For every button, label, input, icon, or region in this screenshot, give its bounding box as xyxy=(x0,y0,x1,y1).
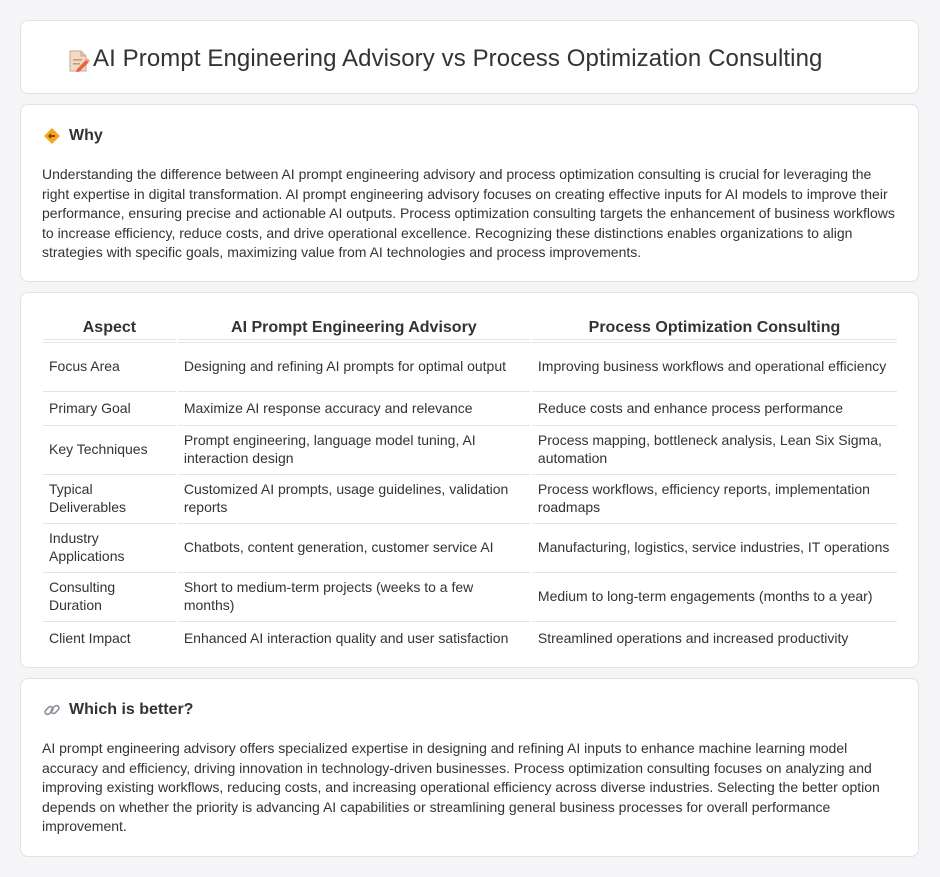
table-row xyxy=(43,572,897,619)
table-cell: Medium to long-term engagements (months to a year) xyxy=(532,572,897,619)
table-cell: Reduce costs and enhance process performance xyxy=(532,391,897,423)
table-cell: Focus Area xyxy=(43,342,176,389)
comparison-table xyxy=(41,315,899,655)
better-heading-row xyxy=(43,701,193,719)
better-paragraph: AI prompt engineering advisory offers specialized expertise in designing and refining AI inputs to enhance machine learning model accuracy and efficiency, driving innovation in technology-driven businesses. Process optimization consulting focuses on analyzing and improving existing workflows, reducing costs, and increasing operational efficiency across diverse industries. Selecting the better option depends on whether the priority is advancing AI capabilities or streamlining general business processes for overall performance improvement. xyxy=(42,740,880,835)
which-is-better-section xyxy=(20,678,919,857)
table-row xyxy=(43,523,897,570)
table-cell: Key Techniques xyxy=(43,425,176,472)
better-heading: Which is better? xyxy=(69,701,194,718)
table-row xyxy=(43,474,897,521)
table-row xyxy=(43,621,897,653)
table-cell: Enhanced AI interaction quality and user satisfaction xyxy=(178,621,530,653)
column-header-ai-prompt: AI Prompt Engineering Advisory xyxy=(178,317,530,340)
comparison-section xyxy=(20,292,919,668)
table-row xyxy=(43,342,897,389)
table-cell: Customized AI prompts, usage guidelines, validation reports xyxy=(178,474,530,521)
table-cell: Primary Goal xyxy=(43,391,176,423)
table-cell: Prompt engineering, language model tuning, AI interaction design xyxy=(178,425,530,472)
table-cell: Streamlined operations and increased productivity xyxy=(532,621,897,653)
diamond-signs-icon xyxy=(43,127,61,145)
table-cell: Designing and refining AI prompts for optimal output xyxy=(178,342,530,389)
title-card xyxy=(20,20,919,94)
table-row xyxy=(43,425,897,472)
table-header-row xyxy=(43,317,897,340)
why-heading: Why xyxy=(69,127,103,144)
table-cell: Manufacturing, logistics, service industries, IT operations xyxy=(532,523,897,570)
document-pencil-icon xyxy=(65,48,91,74)
why-section xyxy=(20,104,919,282)
table-cell: Short to medium-term projects (weeks to a few months) xyxy=(178,572,530,619)
table-cell: Maximize AI response accuracy and relevance xyxy=(178,391,530,423)
link-icon xyxy=(43,701,61,719)
column-header-aspect: Aspect xyxy=(43,317,176,340)
table-cell: Consulting Duration xyxy=(43,572,176,619)
table-cell: Industry Applications xyxy=(43,523,176,570)
table-row xyxy=(43,391,897,423)
table-cell: Chatbots, content generation, customer service AI xyxy=(178,523,530,570)
why-paragraph: Understanding the difference between AI prompt engineering advisory and process optimization consulting is crucial for leveraging the right expertise in digital transformation. AI prompt engineering advisory focuses on creating effective inputs for AI models to improve their performance, ensuring precise and actionable AI outputs. Process optimization consulting targets the enhancement of business workflows to increase efficiency, reduce costs, and drive operational excellence. Recognizing these distinctions enables organizations to align strategies with specific goals, maximizing value from AI technologies and process improvements. xyxy=(42,166,895,261)
table-cell: Typical Deliverables xyxy=(43,474,176,521)
table-cell: Client Impact xyxy=(43,621,176,653)
page-title: AI Prompt Engineering Advisory vs Process Optimization Consulting xyxy=(93,45,823,72)
column-header-process-opt: Process Optimization Consulting xyxy=(532,317,897,340)
table-cell: Process mapping, bottleneck analysis, Lean Six Sigma, automation xyxy=(532,425,897,472)
why-heading-row xyxy=(43,127,103,145)
table-cell: Process workflows, efficiency reports, implementation roadmaps xyxy=(532,474,897,521)
table-cell: Improving business workflows and operational efficiency xyxy=(532,342,897,389)
